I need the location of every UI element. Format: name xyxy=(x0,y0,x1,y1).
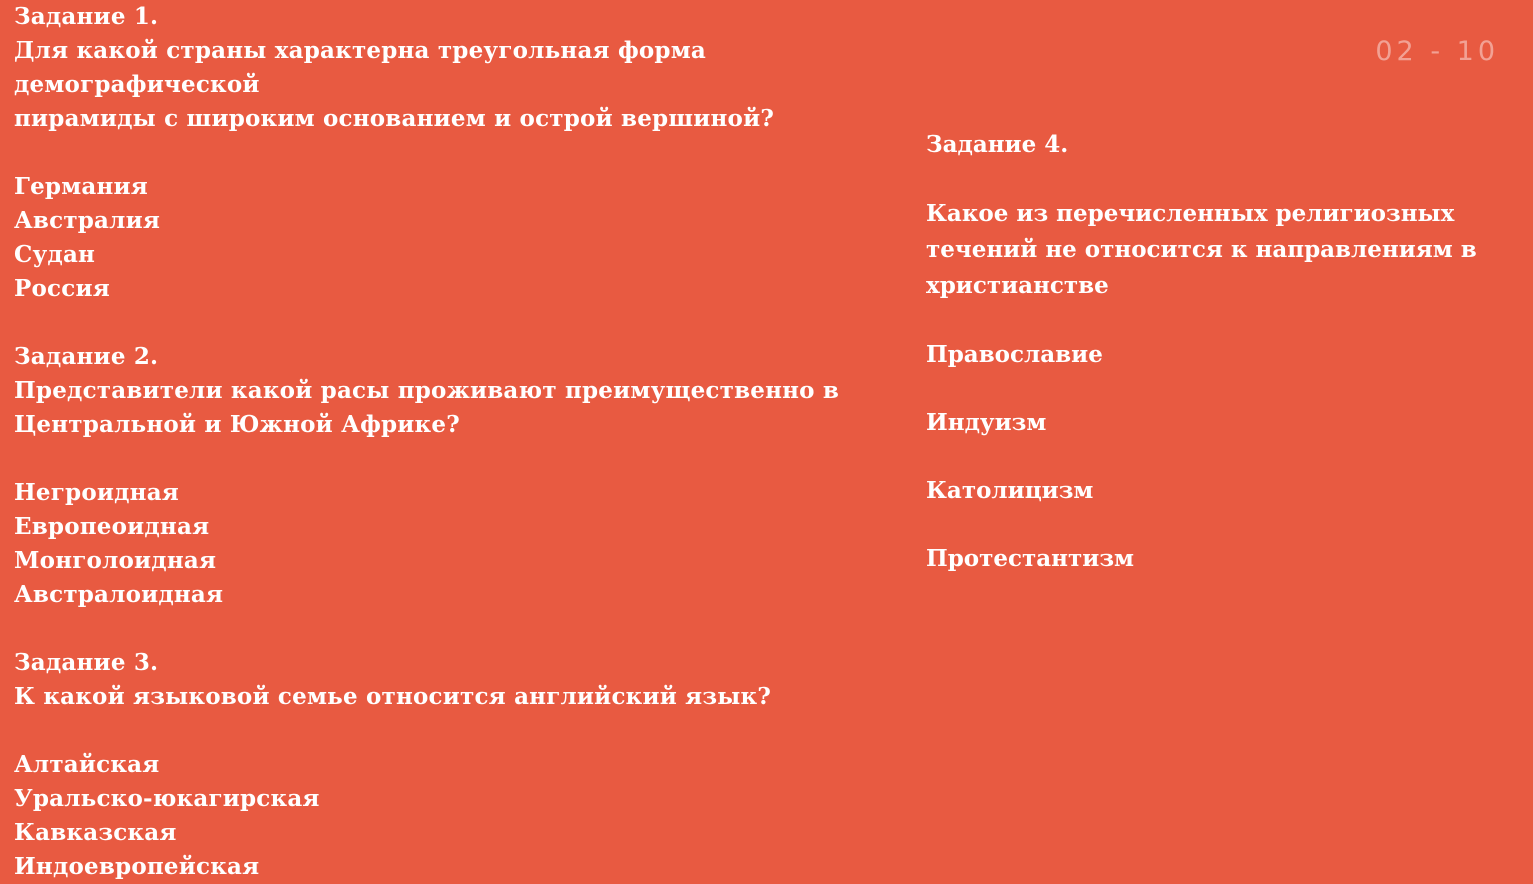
question-4-option-2[interactable]: Индуизм xyxy=(926,409,1047,436)
question-3-title: Задание 3. xyxy=(14,649,159,676)
left-column xyxy=(14,0,914,884)
question-4-option-4[interactable]: Протестантизм xyxy=(926,545,1134,572)
question-4-options xyxy=(926,338,1516,576)
question-2-title: Задание 2. xyxy=(14,343,159,370)
question-4-text-line-2: течений не относится к направлениям в xyxy=(926,236,1477,263)
question-1-option-3[interactable]: Судан xyxy=(14,241,96,268)
question-2-option-3[interactable]: Монголоидная xyxy=(14,547,217,574)
question-block-2 xyxy=(14,340,914,612)
question-2-text-line-2: Центральной и Южной Африке? xyxy=(14,411,460,438)
question-2-text-line-1: Представители какой расы проживают преимущественно в xyxy=(14,377,840,404)
question-4-text xyxy=(926,196,1516,304)
question-4-option-1[interactable]: Православие xyxy=(926,341,1103,368)
question-2-options xyxy=(14,476,914,612)
question-2-option-4[interactable]: Австралоидная xyxy=(14,581,224,608)
question-1-option-2[interactable]: Австралия xyxy=(14,207,161,234)
question-1-title: Задание 1. xyxy=(14,3,159,30)
question-1-text-line-1: Для какой страны характерна треугольная форма демографической xyxy=(14,37,706,98)
question-4-text-line-1: Какое из перечисленных религиозных xyxy=(926,200,1455,227)
question-1-text-line-2: пирамиды с широким основанием и острой вершиной? xyxy=(14,105,775,132)
question-1-option-4[interactable]: Россия xyxy=(14,275,110,302)
question-2-option-1[interactable]: Негроидная xyxy=(14,479,179,506)
question-3-option-4[interactable]: Индоевропейская xyxy=(14,853,260,880)
question-3-text-line-1: К какой языковой семье относится английский язык? xyxy=(14,683,771,710)
question-2-option-2[interactable]: Европеоидная xyxy=(14,513,210,540)
question-1-options xyxy=(14,170,914,306)
question-1-option-1[interactable]: Германия xyxy=(14,173,148,200)
question-block-1 xyxy=(14,0,914,306)
question-4-title: Задание 4. xyxy=(926,131,1069,158)
question-4-text-line-3: христианстве xyxy=(926,272,1109,299)
question-4-option-3[interactable]: Католицизм xyxy=(926,477,1094,504)
question-3-option-2[interactable]: Уральско-юкагирская xyxy=(14,785,320,812)
right-column xyxy=(926,128,1516,576)
question-block-3 xyxy=(14,646,914,884)
spacer-1 xyxy=(14,306,914,340)
page-number: 02 - 10 xyxy=(1375,36,1499,67)
spacer-2 xyxy=(14,612,914,646)
question-3-option-1[interactable]: Алтайская xyxy=(14,751,160,778)
question-3-option-3[interactable]: Кавказская xyxy=(14,819,177,846)
